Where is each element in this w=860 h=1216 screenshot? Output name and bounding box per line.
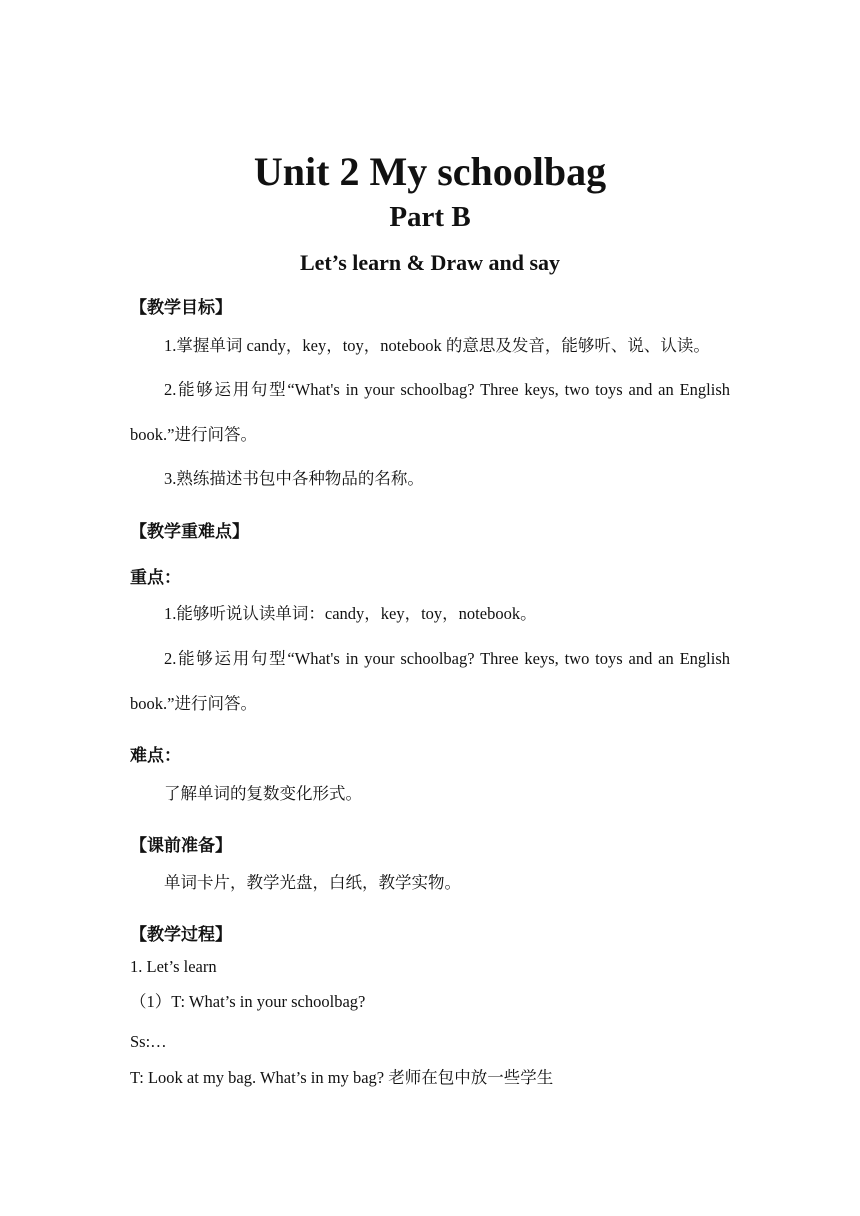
difficulty-label: 难点： <box>130 746 181 766</box>
process-heading: 【教学过程】 <box>130 925 232 945</box>
focus-item-continued: book.”进行问答。 <box>130 694 257 713</box>
key-points-heading: 【教学重难点】 <box>130 522 249 542</box>
process-line: （1）T: What’s in your schoolbag? <box>130 992 366 1011</box>
objective-item: 2.能够运用句型“What's in your schoolbag? Three keys, two toys and an English <box>164 380 730 399</box>
document-subtitle: Part B <box>389 201 471 233</box>
document-title: Unit 2 My schoolbag <box>253 149 607 194</box>
difficulty-text: 了解单词的复数变化形式。 <box>164 784 362 803</box>
process-line: Ss:… <box>130 1032 167 1051</box>
objective-item: 3.熟练描述书包中各种物品的名称。 <box>164 469 424 488</box>
process-line: 1. Let’s learn <box>130 957 217 976</box>
objective-item: 1.掌握单词 candy，key，toy，notebook 的意思及发音，能够听、说、认读。 <box>164 336 710 355</box>
focus-item: 1.能够听说认读单词：candy，key，toy，notebook。 <box>164 604 537 623</box>
preparation-heading: 【课前准备】 <box>130 836 232 856</box>
lesson-title: Let’s learn & Draw and say <box>299 250 561 275</box>
objectives-heading: 【教学目标】 <box>130 298 232 318</box>
focus-item: 2.能够运用句型“What's in your schoolbag? Three keys, two toys and an English <box>164 649 730 668</box>
objective-item-continued: book.”进行问答。 <box>130 425 257 444</box>
process-line: T: Look at my bag. What’s in my bag? 老师在包中放一些学生 <box>130 1068 554 1087</box>
focus-label: 重点： <box>130 568 181 588</box>
preparation-text: 单词卡片，教学光盘，白纸，教学实物。 <box>164 873 461 892</box>
